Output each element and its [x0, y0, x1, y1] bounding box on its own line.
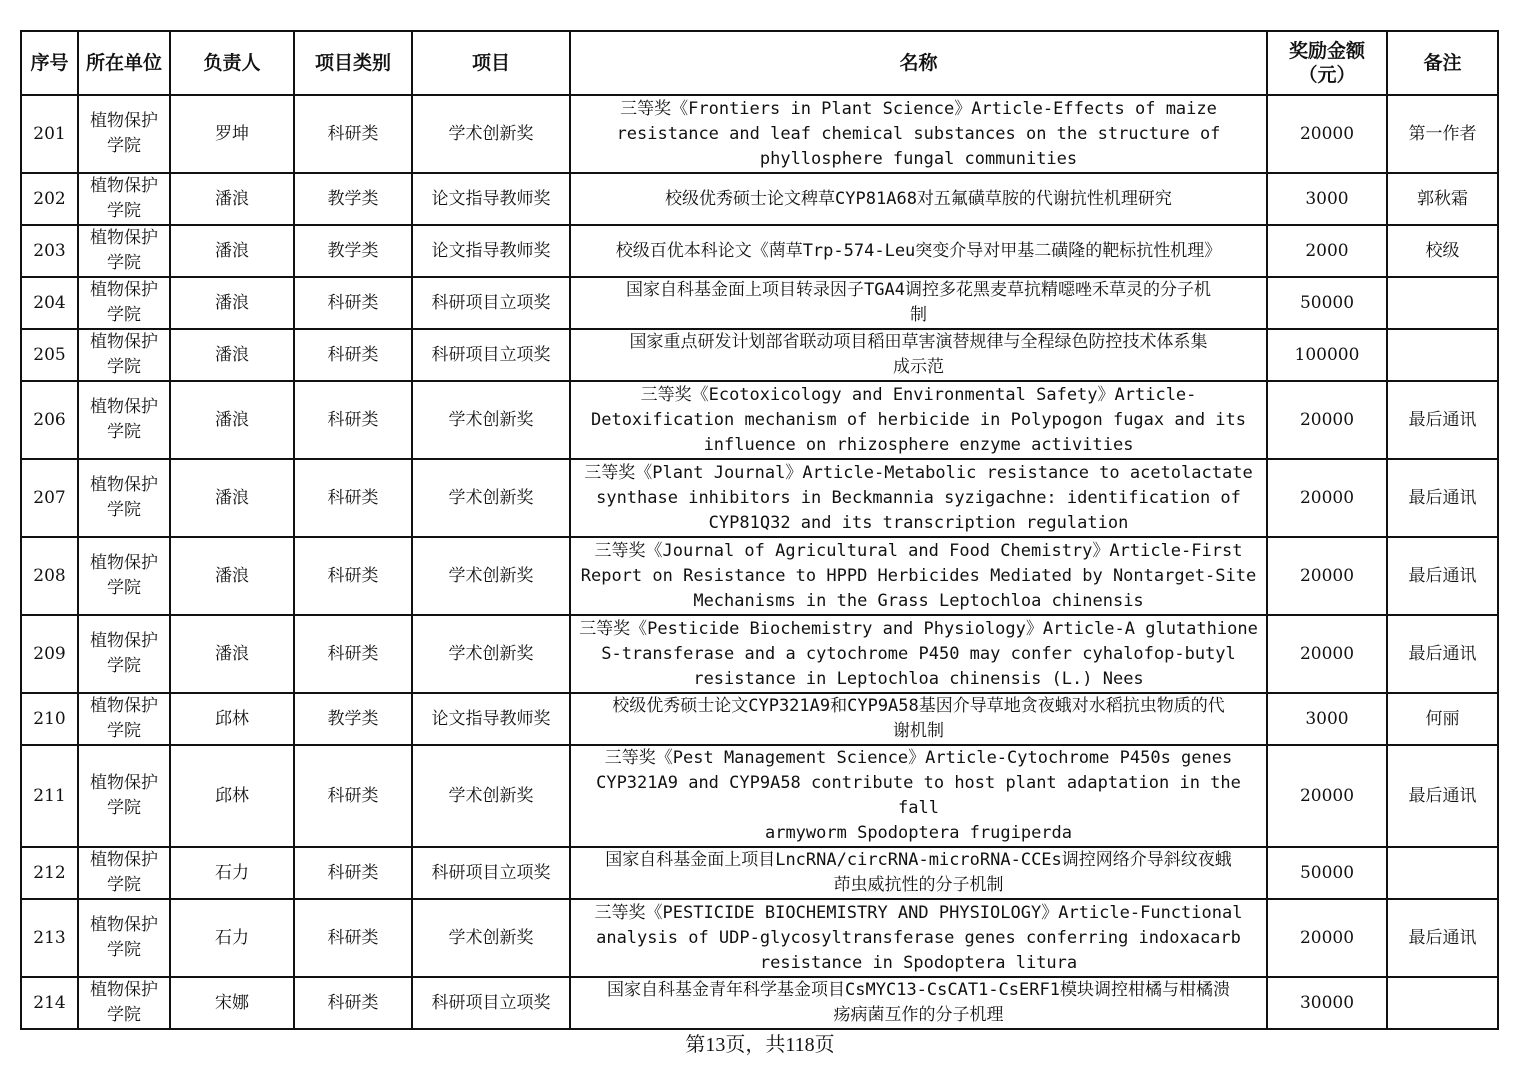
cell-project: 学术创新奖: [412, 537, 570, 615]
cell-name-line: analysis of UDP-glycosyltransferase genes conferring indoxacarb: [596, 927, 1241, 948]
cell-no: 209: [21, 615, 78, 693]
cell-unit: [78, 459, 170, 537]
cell-unit-line2: 学院: [107, 201, 141, 221]
cell-person: 潘浪: [170, 329, 294, 381]
cell-person: 潘浪: [170, 615, 294, 693]
cell-unit-line1: 植物保护: [90, 773, 158, 793]
cell-unit: [78, 745, 170, 847]
header-category: 项目类别: [294, 31, 412, 95]
header-unit: 所在单位: [78, 31, 170, 95]
cell-amount: 20000: [1267, 537, 1387, 615]
header-amount-line1: 奖励金额: [1288, 40, 1365, 62]
cell-name-line: 谢机制: [893, 721, 944, 741]
header-name: 名称: [570, 31, 1267, 95]
cell-remark: 最后通讯: [1387, 381, 1498, 459]
cell-category: 科研类: [294, 277, 412, 329]
cell-remark: 最后通讯: [1387, 745, 1498, 847]
cell-name: [570, 899, 1267, 977]
header-no: 序号: [21, 31, 78, 95]
cell-unit-line1: 植物保护: [90, 850, 158, 870]
cell-project: 科研项目立项奖: [412, 977, 570, 1029]
cell-unit-line2: 学院: [107, 422, 141, 442]
cell-name: [570, 693, 1267, 745]
cell-unit-line1: 植物保护: [90, 397, 158, 417]
cell-remark: 最后通讯: [1387, 537, 1498, 615]
cell-project: 学术创新奖: [412, 95, 570, 173]
cell-no: 212: [21, 847, 78, 899]
cell-unit-line1: 植物保护: [90, 111, 158, 131]
cell-name-line: Report on Resistance to HPPD Herbicides Mediated by Nontarget-Site: [580, 565, 1257, 586]
cell-name-line: 三等奖《PESTICIDE BIOCHEMISTRY AND PHYSIOLOGY》Article-Functional: [594, 902, 1243, 923]
table-row: [21, 459, 1498, 537]
cell-category: 科研类: [294, 329, 412, 381]
cell-amount: 50000: [1267, 847, 1387, 899]
cell-unit: [78, 225, 170, 277]
cell-unit: [78, 329, 170, 381]
cell-name-line: Mechanisms in the Grass Leptochloa chinensis: [693, 590, 1144, 611]
table-row: [21, 381, 1498, 459]
table-row: [21, 225, 1498, 277]
cell-category: 科研类: [294, 977, 412, 1029]
cell-name: [570, 173, 1267, 225]
cell-person: 潘浪: [170, 537, 294, 615]
cell-name-line: armyworm Spodoptera frugiperda: [764, 823, 1073, 843]
cell-remark: 最后通讯: [1387, 899, 1498, 977]
cell-amount: 20000: [1267, 459, 1387, 537]
cell-unit: [78, 899, 170, 977]
cell-amount: 2000: [1267, 225, 1387, 277]
cell-name-line: 国家自科基金面上项目LncRNA/circRNA-microRNA-CCEs调控网络介导斜纹夜蛾: [605, 850, 1232, 870]
cell-person: 石力: [170, 847, 294, 899]
cell-category: 教学类: [294, 693, 412, 745]
cell-unit-line2: 学院: [107, 1005, 141, 1025]
cell-unit: [78, 977, 170, 1029]
cell-unit: [78, 615, 170, 693]
cell-unit-line1: 植物保护: [90, 631, 158, 651]
cell-remark: 第一作者: [1387, 95, 1498, 173]
cell-amount: 20000: [1267, 745, 1387, 847]
cell-unit-line2: 学院: [107, 305, 141, 325]
table-row: [21, 537, 1498, 615]
cell-amount: 20000: [1267, 381, 1387, 459]
cell-amount: 20000: [1267, 95, 1387, 173]
cell-name: [570, 381, 1267, 459]
cell-unit-line1: 植物保护: [90, 915, 158, 935]
cell-category: 科研类: [294, 847, 412, 899]
cell-name-line: 校级优秀硕士论文CYP321A9和CYP9A58基因介导草地贪夜蛾对水稻抗虫物质的代: [612, 696, 1225, 716]
cell-name-line: 三等奖《Journal of Agricultural and Food Chemistry》Article-First: [594, 540, 1243, 561]
cell-person: 潘浪: [170, 225, 294, 277]
cell-amount: 50000: [1267, 277, 1387, 329]
cell-name: [570, 615, 1267, 693]
cell-project: 学术创新奖: [412, 459, 570, 537]
cell-name-line: CYP321A9 and CYP9A58 contribute to host plant adaptation in the fall: [596, 773, 1241, 818]
cell-name-line: 校级百优本科论文《菵草Trp-574-Leu突变介导对甲基二磺隆的靶标抗性机理》: [615, 240, 1222, 261]
cell-unit-line2: 学院: [107, 253, 141, 273]
cell-name: [570, 329, 1267, 381]
cell-project: 学术创新奖: [412, 615, 570, 693]
cell-name: [570, 459, 1267, 537]
cell-category: 科研类: [294, 381, 412, 459]
cell-person: 邱林: [170, 693, 294, 745]
cell-amount: 30000: [1267, 977, 1387, 1029]
header-amount: [1267, 31, 1387, 95]
table-row: [21, 95, 1498, 173]
cell-amount: 3000: [1267, 173, 1387, 225]
cell-amount: 3000: [1267, 693, 1387, 745]
cell-unit-line1: 植物保护: [90, 980, 158, 1000]
cell-project: 论文指导教师奖: [412, 225, 570, 277]
cell-name-line: 三等奖《Ecotoxicology and Environmental Safety》Article-: [640, 384, 1197, 405]
cell-person: 邱林: [170, 745, 294, 847]
cell-name: [570, 277, 1267, 329]
cell-name-line: resistance and leaf chemical substances on the structure of: [616, 123, 1221, 144]
cell-remark: [1387, 329, 1498, 381]
cell-unit-line2: 学院: [107, 656, 141, 676]
cell-category: 科研类: [294, 899, 412, 977]
table-row: [21, 977, 1498, 1029]
cell-no: 214: [21, 977, 78, 1029]
cell-name-line: Detoxification mechanism of herbicide in Polypogon fugax and its: [590, 409, 1247, 430]
cell-project: 科研项目立项奖: [412, 277, 570, 329]
cell-no: 210: [21, 693, 78, 745]
cell-unit-line2: 学院: [107, 798, 141, 818]
cell-project: 科研项目立项奖: [412, 847, 570, 899]
cell-unit-line1: 植物保护: [90, 176, 158, 196]
cell-name-line: 国家自科基金面上项目转录因子TGA4调控多花黑麦草抗精噁唑禾草灵的分子机: [626, 280, 1211, 300]
header-project: 项目: [412, 31, 570, 95]
cell-amount: 100000: [1267, 329, 1387, 381]
cell-project: 学术创新奖: [412, 745, 570, 847]
cell-name-line: CYP81Q32 and its transcription regulation: [708, 512, 1129, 533]
cell-unit-line1: 植物保护: [90, 553, 158, 573]
cell-no: 205: [21, 329, 78, 381]
table-row: [21, 329, 1498, 381]
cell-name-line: synthase inhibitors in Beckmannia syzigachne: identification of: [596, 487, 1241, 508]
cell-unit-line2: 学院: [107, 940, 141, 960]
cell-name-line: 国家重点研发计划部省联动项目稻田草害演替规律与全程绿色防控技术体系集: [629, 332, 1208, 352]
cell-name: [570, 745, 1267, 847]
cell-remark: [1387, 847, 1498, 899]
cell-name-line: resistance in Spodoptera litura: [759, 952, 1078, 973]
cell-no: 211: [21, 745, 78, 847]
cell-person: 潘浪: [170, 173, 294, 225]
cell-no: 213: [21, 899, 78, 977]
cell-person: 潘浪: [170, 459, 294, 537]
cell-project: 论文指导教师奖: [412, 173, 570, 225]
cell-name-line: influence on rhizosphere enzyme activities: [703, 434, 1134, 455]
cell-unit-line2: 学院: [107, 721, 141, 741]
cell-unit-line2: 学院: [107, 578, 141, 598]
cell-unit: [78, 277, 170, 329]
cell-person: 潘浪: [170, 277, 294, 329]
cell-name-line: S-transferase and a cytochrome P450 may confer cyhalofop-butyl: [601, 643, 1236, 664]
cell-unit-line2: 学院: [107, 136, 141, 156]
cell-unit-line1: 植物保护: [90, 475, 158, 495]
cell-category: 教学类: [294, 225, 412, 277]
cell-name-line: 制: [910, 305, 927, 325]
cell-no: 208: [21, 537, 78, 615]
cell-unit: [78, 847, 170, 899]
cell-name: [570, 225, 1267, 277]
cell-name: [570, 847, 1267, 899]
cell-name-line: 三等奖《Frontiers in Plant Science》Article-Effects of maize: [620, 98, 1217, 119]
cell-remark: 最后通讯: [1387, 459, 1498, 537]
cell-name: [570, 977, 1267, 1029]
header-amount-line2: （元）: [1298, 64, 1356, 86]
cell-name-line: 成示范: [893, 357, 944, 377]
cell-name-line: 三等奖《Pesticide Biochemistry and Physiology》Article-A glutathione: [579, 618, 1258, 639]
table-body: [21, 95, 1498, 1029]
cell-name-line: 疡病菌互作的分子机理: [833, 1005, 1004, 1025]
cell-amount: 20000: [1267, 615, 1387, 693]
cell-project: 学术创新奖: [412, 381, 570, 459]
cell-unit: [78, 173, 170, 225]
cell-remark: 何丽: [1387, 693, 1498, 745]
cell-name: [570, 537, 1267, 615]
cell-no: 202: [21, 173, 78, 225]
cell-no: 207: [21, 459, 78, 537]
table-row: [21, 615, 1498, 693]
cell-name: [570, 95, 1267, 173]
cell-project: 科研项目立项奖: [412, 329, 570, 381]
table-row: [21, 173, 1498, 225]
cell-person: 罗坤: [170, 95, 294, 173]
table-header-row: [21, 31, 1498, 95]
cell-unit-line2: 学院: [107, 357, 141, 377]
cell-unit: [78, 381, 170, 459]
cell-unit-line2: 学院: [107, 500, 141, 520]
table-row: [21, 847, 1498, 899]
table-row: [21, 277, 1498, 329]
cell-name-line: resistance in Leptochloa chinensis (L.) Nees: [693, 668, 1144, 689]
cell-category: 科研类: [294, 459, 412, 537]
cell-name-line: 茚虫威抗性的分子机制: [833, 875, 1004, 895]
cell-unit-line1: 植物保护: [90, 332, 158, 352]
cell-unit-line1: 植物保护: [90, 228, 158, 248]
cell-category: 教学类: [294, 173, 412, 225]
award-table: [20, 30, 1499, 1030]
cell-person: 潘浪: [170, 381, 294, 459]
cell-no: 203: [21, 225, 78, 277]
cell-remark: 最后通讯: [1387, 615, 1498, 693]
cell-name-line: 国家自科基金青年科学基金项目CsMYC13-CsCAT1-CsERF1模块调控柑橘与柑橘溃: [607, 980, 1230, 1000]
cell-project: 学术创新奖: [412, 899, 570, 977]
cell-unit: [78, 693, 170, 745]
cell-person: 石力: [170, 899, 294, 977]
cell-remark: 校级: [1387, 225, 1498, 277]
cell-no: 201: [21, 95, 78, 173]
cell-no: 204: [21, 277, 78, 329]
cell-no: 206: [21, 381, 78, 459]
cell-project: 论文指导教师奖: [412, 693, 570, 745]
cell-category: 科研类: [294, 745, 412, 847]
cell-remark: [1387, 977, 1498, 1029]
cell-unit-line2: 学院: [107, 875, 141, 895]
cell-unit: [78, 537, 170, 615]
table-row: [21, 745, 1498, 847]
cell-name-line: 三等奖《Plant Journal》Article-Metabolic resistance to acetolactate: [584, 462, 1253, 483]
table-row: [21, 693, 1498, 745]
header-remark: 备注: [1387, 31, 1498, 95]
cell-remark: 郭秋霜: [1387, 173, 1498, 225]
cell-name-line: phyllosphere fungal communities: [759, 148, 1078, 169]
cell-amount: 20000: [1267, 899, 1387, 977]
cell-unit-line1: 植物保护: [90, 696, 158, 716]
cell-category: 科研类: [294, 615, 412, 693]
cell-remark: [1387, 277, 1498, 329]
table-row: [21, 899, 1498, 977]
page-footer: 第13页，共118页: [685, 1034, 835, 1056]
cell-category: 科研类: [294, 537, 412, 615]
header-person: 负责人: [170, 31, 294, 95]
cell-person: 宋娜: [170, 977, 294, 1029]
cell-category: 科研类: [294, 95, 412, 173]
cell-unit: [78, 95, 170, 173]
cell-unit-line1: 植物保护: [90, 280, 158, 300]
cell-name-line: 三等奖《Pest Management Science》Article-Cytochrome P450s genes: [604, 748, 1233, 768]
cell-name-line: 校级优秀硕士论文稗草CYP81A68对五氟磺草胺的代谢抗性机理研究: [665, 188, 1172, 209]
